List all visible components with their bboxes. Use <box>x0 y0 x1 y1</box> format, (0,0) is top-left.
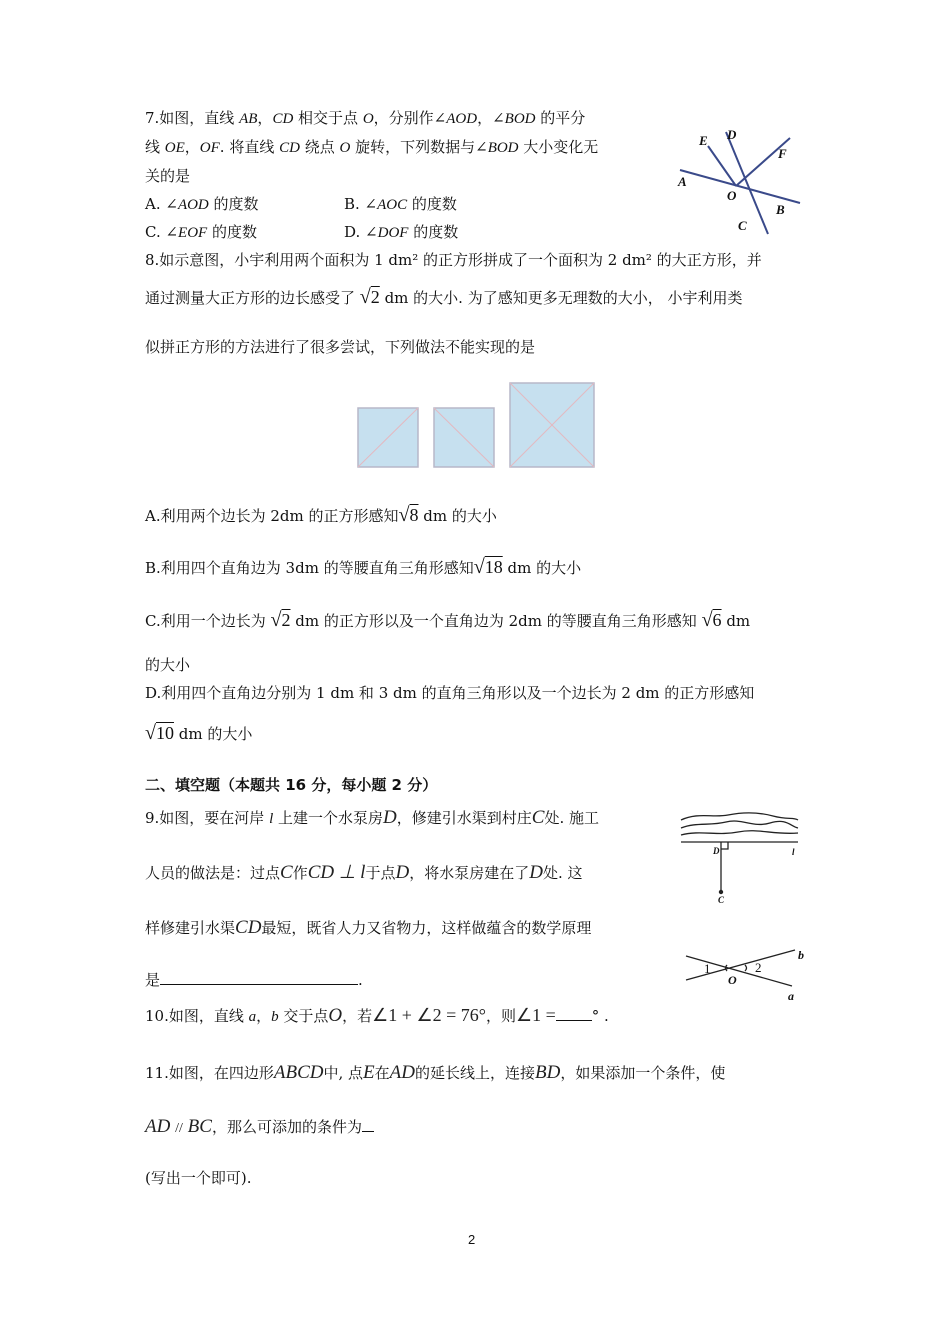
q8-option-d-line2: √10 dm 的大小 <box>145 722 253 744</box>
q10-angles-figure <box>680 942 810 1006</box>
q10-label-2: 2 <box>755 960 762 975</box>
q7-ray-oe <box>708 146 736 186</box>
river-bank-wave-1 <box>681 813 798 820</box>
small-square-2 <box>434 408 494 467</box>
point-c <box>719 890 723 894</box>
q11-line1: 11.如图，在四边形ABCD中, 点E在AD的延长线上，连接BD，如果添加一个条件，使 <box>145 1062 726 1083</box>
q10-line: 10.如图，直线 a，b 交于点O，若∠1 + ∠2 = 76°，则∠1 = ° . <box>145 1005 609 1026</box>
river-bank-wave-2 <box>681 821 798 828</box>
sqrt-symbol: √ <box>359 286 371 308</box>
q7-option-a: A. ∠AOD 的度数 <box>145 195 259 213</box>
sqrt-symbol: √ <box>473 556 485 578</box>
q8-option-c-line2: 的大小 <box>145 656 191 674</box>
right-angle-mark <box>721 842 728 849</box>
answer-blank[interactable] <box>362 1117 374 1132</box>
q9-line3: 样修建引水渠CD最短，既省人力又省物力，这样做蕴含的数学原理 <box>145 917 592 938</box>
q8-squares-figure <box>355 380 600 472</box>
q9-line2: 人员的做法是：过点C作CD ⊥ l于点D，将水泵房建在了D处. 这 <box>145 862 583 883</box>
q8-option-c: C.利用一个边长为 √2 dm 的正方形以及一个直角边为 2dm 的等腰直角三角形感知 √6 dm <box>145 609 751 631</box>
q7-line3: 关的是 <box>145 167 191 185</box>
q10-label-o: O <box>728 973 737 987</box>
sqrt-symbol: √ <box>145 722 156 744</box>
q7-label-d: D <box>727 127 737 142</box>
q7-line-cd <box>726 132 768 234</box>
q10-label-b: b <box>798 948 804 962</box>
q8-option-b: B.利用四个直角边为 3dm 的等腰直角三角形感知√18 dm 的大小 <box>145 556 582 578</box>
q11-line3: (写出一个即可). <box>145 1169 252 1187</box>
q7-label-b: B <box>776 202 785 217</box>
q7-line-ab <box>680 170 800 203</box>
q7-option-b: B. ∠AOC 的度数 <box>344 195 457 213</box>
line-b <box>686 950 795 980</box>
answer-blank[interactable] <box>556 1006 592 1021</box>
sqrt-symbol: √ <box>701 609 713 631</box>
sqrt-symbol: √ <box>398 504 410 526</box>
q7-label-a: A <box>678 174 687 189</box>
q9-river-figure <box>678 808 803 908</box>
q8-line1: 8.如示意图，小宇利用两个面积为 1 dm² 的正方形拼成了一个面积为 2 dm² 的大正方形，并 <box>145 251 762 269</box>
river-bank-wave-3 <box>681 831 798 835</box>
q9-line1: 9.如图，要在河岸 l 上建一个水泵房D，修建引水渠到村庄C处. 施工 <box>145 807 600 828</box>
line-a <box>686 956 792 986</box>
small-square-1 <box>358 408 418 467</box>
q11-line2: AD // BC，那么可添加的条件为 <box>145 1117 374 1139</box>
sqrt-symbol: √ <box>270 609 282 631</box>
q9-label-d: D <box>713 846 720 856</box>
q9-label-l: l <box>792 847 795 857</box>
q9-label-c: C <box>718 895 725 905</box>
q7-label-f: F <box>778 146 787 161</box>
large-square <box>510 383 594 467</box>
q7-line2: 线 OE，OF. 将直线 CD 绕点 O 旋转，下列数据与∠BOD 大小变化无 <box>145 138 599 156</box>
section-heading: 二、填空题（本题共 16 分，每小题 2 分） <box>145 776 438 794</box>
q7-label-c: C <box>738 218 747 233</box>
q8-line3: 似拼正方形的方法进行了很多尝试，下列做法不能实现的是 <box>145 338 536 356</box>
answer-blank[interactable] <box>160 970 358 985</box>
q7-option-c: C. ∠EOF 的度数 <box>145 223 257 241</box>
q10-label-1: 1 <box>704 961 711 976</box>
q10-label-a: a <box>788 989 794 1003</box>
q8-option-d-line1: D.利用四个直角边分别为 1 dm 和 3 dm 的直角三角形以及一个边长为 2 dm 的正方形感知 <box>145 684 755 702</box>
q7-option-d: D. ∠DOF 的度数 <box>344 223 459 241</box>
page-number: 2 <box>468 1232 476 1247</box>
q8-line2: 通过测量大正方形的边长感受了 √2 dm 的大小. 为了感知更多无理数的大小， 小宇利用类 <box>145 286 743 308</box>
q8-option-a: A.利用两个边长为 2dm 的正方形感知√8 dm 的大小 <box>145 504 497 526</box>
q7-line1: 7.如图，直线 AB，CD 相交于点 O，分别作∠AOD，∠BOD 的平分 <box>145 109 586 127</box>
q7-label-o: O <box>727 188 737 203</box>
angle-2-arc <box>745 965 747 971</box>
q7-figure <box>672 118 812 242</box>
q7-label-e: E <box>699 133 708 148</box>
q9-line4: 是 . <box>145 971 363 989</box>
